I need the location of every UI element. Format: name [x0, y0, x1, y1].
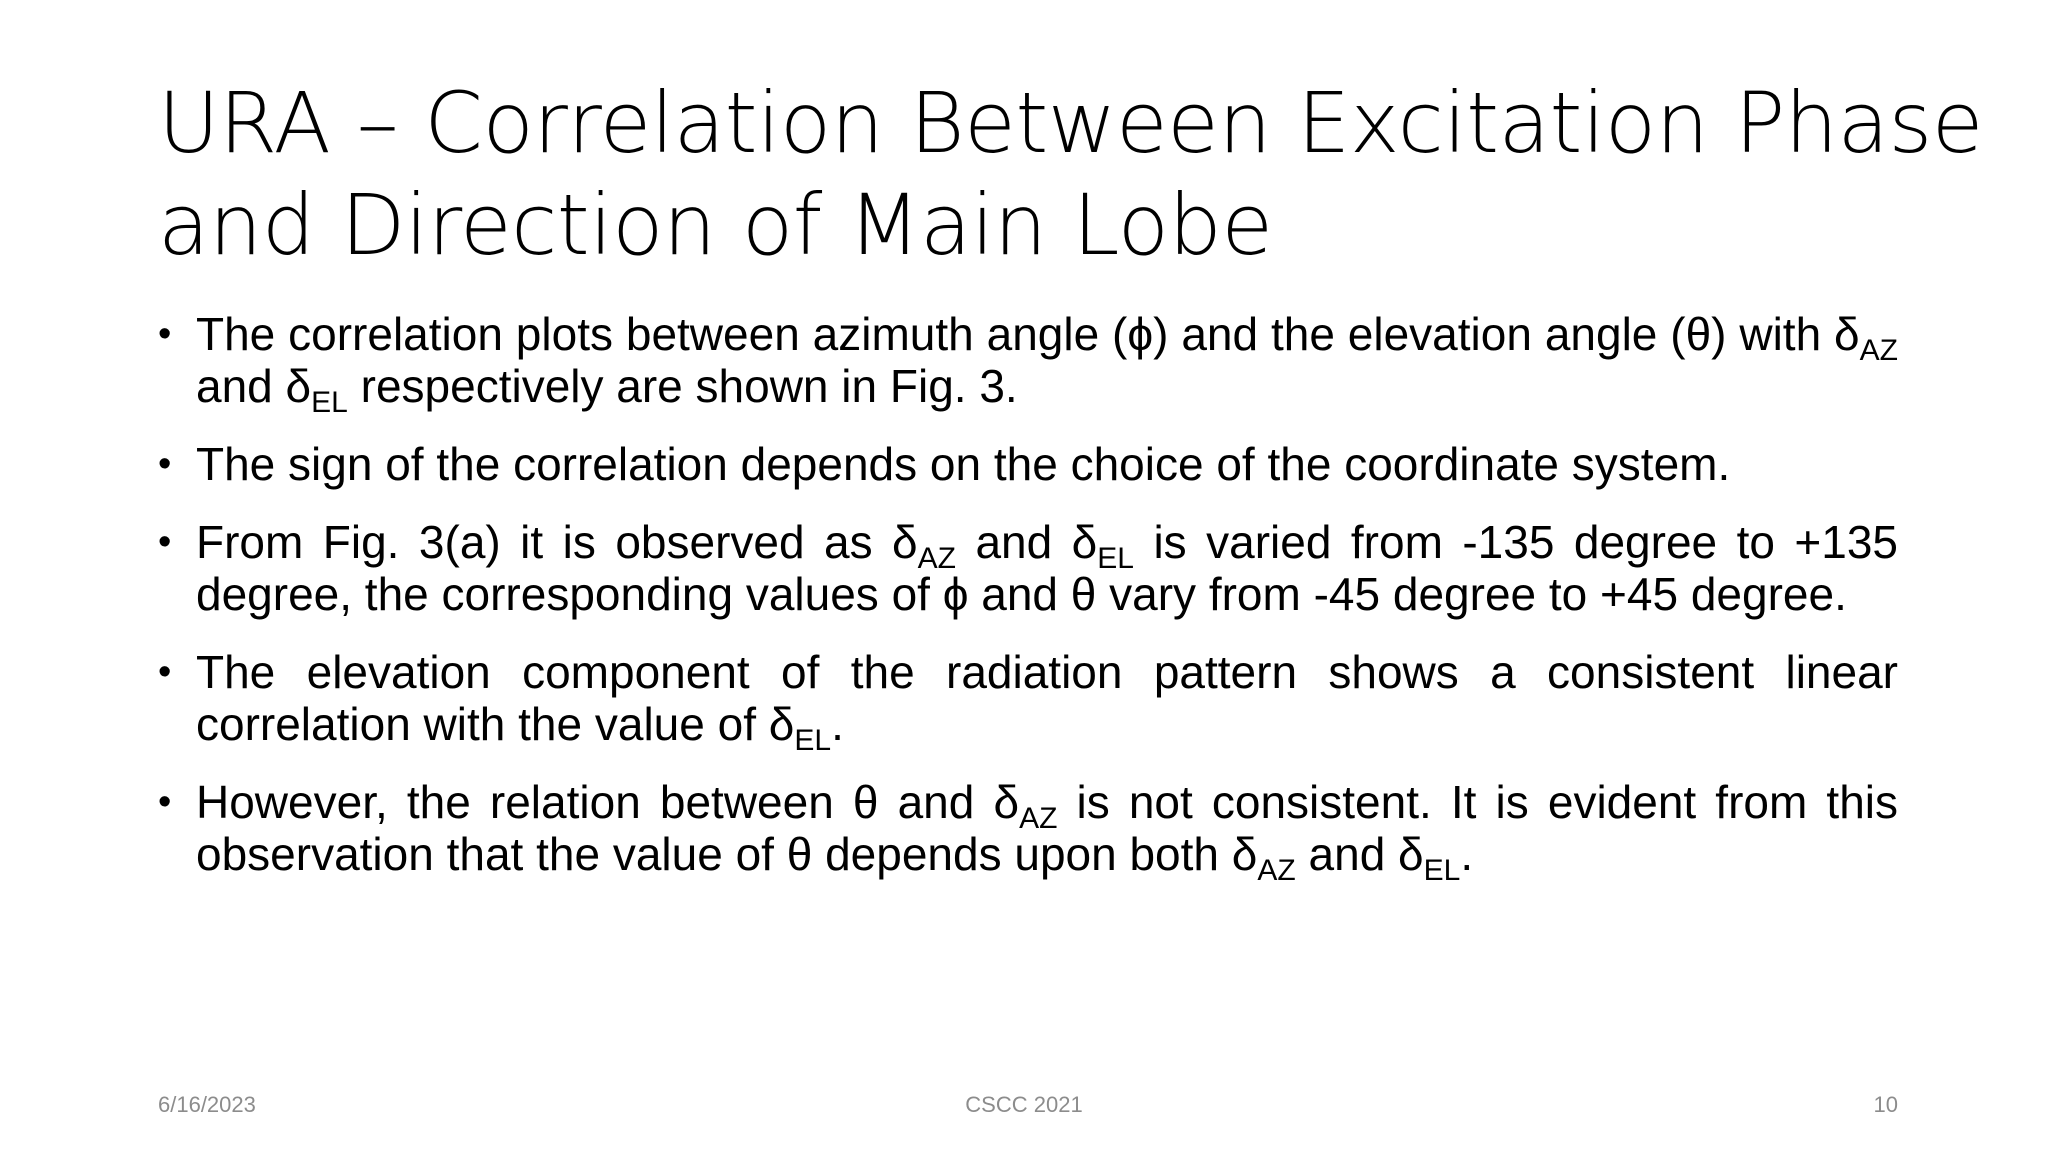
bullet-dot: • [158, 781, 172, 823]
bullet-text [196, 516, 1898, 620]
bullet-item [158, 438, 1898, 490]
bullet-dot: • [158, 521, 172, 563]
footer-date: 6/16/2023 [158, 1092, 256, 1117]
bullet-text-run: The elevation component of the radiation pattern shows a consistent linear correlation with the value of δ [196, 646, 1898, 750]
bullet-text-run: and δ [1295, 828, 1424, 880]
bullet-text-run: is not consistent. It is evident from this observation that the value of θ depends upon both δ [196, 776, 1899, 880]
bullet-dot: • [158, 313, 172, 355]
bullet-item [158, 516, 1898, 620]
footer-center-text: CSCC 2021 [965, 1092, 1083, 1117]
bullet-item [158, 308, 1898, 419]
bullet-text-run: is varied from -135 degree to +135 degree, the corresponding values of ϕ and θ vary from -45 degree to +45 degree. [196, 516, 1899, 620]
bullet-text-run: and δ [196, 360, 312, 412]
bullet-text [196, 646, 1898, 757]
subscript: EL [1097, 542, 1134, 575]
bullet-text-run: and δ [956, 516, 1098, 568]
title-line-2: and Direction of Main Lobe [158, 176, 1273, 274]
bullet-dot: • [158, 443, 172, 485]
bullet-text [196, 308, 1898, 419]
slide-number: 10 [1873, 1092, 1898, 1117]
subscript: AZ [1019, 802, 1058, 835]
title-line-1: URA – Correlation Between Excitation Phase [158, 74, 1983, 172]
subscript: AZ [1859, 334, 1898, 367]
bullet-text [196, 776, 1899, 887]
subscript: EL [311, 386, 348, 419]
bullet-text-run: . [1460, 828, 1474, 880]
bullet-text-run: The sign of the correlation depends on the choice of the coordinate system. [196, 438, 1731, 490]
bullet-text-run: However, the relation between θ and δ [196, 776, 1020, 828]
bullet-item [158, 646, 1898, 757]
slide-title [158, 72, 1983, 276]
subscript: AZ [1257, 854, 1296, 887]
bullet-text-run: The correlation plots between azimuth angle (ϕ) and the elevation angle (θ) with δ [196, 308, 1860, 360]
bullet-text-run: . [831, 698, 844, 750]
bullet-dot: • [158, 651, 172, 693]
subscript: AZ [917, 542, 957, 575]
bullet-text [196, 438, 1898, 490]
bullet-item [158, 776, 1899, 887]
subscript: EL [1423, 854, 1461, 887]
bullet-text-run: respectively are shown in Fig. 3. [347, 360, 1018, 412]
bullet-list [158, 308, 1898, 906]
bullet-text-run: From Fig. 3(a) it is observed as δ [196, 516, 918, 568]
subscript: EL [794, 724, 832, 757]
